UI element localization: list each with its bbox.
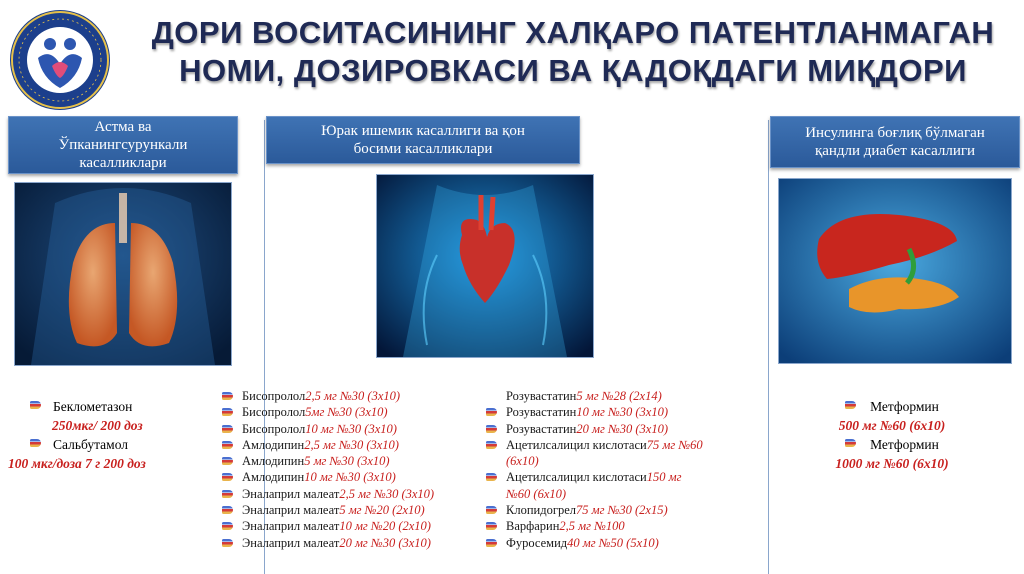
drug-name: Розувастатин [506,389,577,403]
bullet-icon [222,392,233,400]
drug-name: Амлодипин [242,454,305,469]
bullet-icon [30,401,41,409]
drug-name: Варфарин [506,519,560,534]
list-item [222,469,434,485]
drug-dose: 100 мкг/доза 7 г 200 доз [8,456,146,471]
drug-dose: 150 мг [646,470,682,485]
drug-dose: 5мг №30 (3х10) [305,405,388,420]
list-item [486,453,758,469]
drug-name: Розувастатин [506,405,577,420]
bullet-icon [486,425,497,433]
divider-line [768,120,769,574]
drug-dose: 2,5 мг №30 (3х10) [339,486,435,501]
list-item [222,502,434,518]
drug-dose: 10 мг №30 (3х10) [304,470,396,485]
drug-name: Эналаприл малеат [242,535,340,550]
title-line-2: НОМИ, ДОЗИРОВКАСИ ВА ҚАДОҚДАГИ МИҚДОРИ [179,53,967,88]
drug-dose: 5 мг №30 (3х10) [304,454,390,469]
bullet-icon [486,506,497,514]
asthma-drug-list [8,397,216,473]
asthma-header-line-1: Астма ва [94,119,152,135]
drug-dose: 10 мг №30 (3х10) [576,405,668,420]
list-item [222,388,434,404]
drug-dose: 2,5 мг №100 [559,519,625,534]
drug-name: Эналаприл малеат [242,519,340,534]
bullet-icon [845,401,856,409]
drug-dose: 5 мг №28 (2х14) [576,389,662,403]
bullet-icon [222,457,233,465]
drug-dose: 2,5 мг №30 (3х10) [304,437,399,452]
drug-dose: 75 мг №60 [646,437,703,452]
bullet-icon [222,506,233,514]
diabetes-header-line-1: Инсулинга боғлиқ бўлмаган [805,125,985,141]
liver-image [778,178,1012,364]
drug-dose: 1000 мг №60 (6х10) [835,456,949,471]
drug-dose: 20 мг №30 (3х10) [576,421,668,436]
diabetes-header-line-2: қандли диабет касаллиги [814,143,976,159]
list-item [486,437,758,453]
heart-drug-list-right [486,388,758,551]
drug-dose: №60 (6х10) [506,486,567,501]
bullet-icon [222,408,233,416]
list-item [486,486,758,502]
bullet-icon [486,408,497,416]
bullet-icon [486,539,497,547]
ministry-logo [8,8,112,112]
drug-dose: (6х10) [506,454,539,469]
drug-dose: 75 мг №30 (2х15) [575,503,668,518]
bullet-icon [486,522,497,530]
heart-header [266,116,580,164]
list-item [486,535,758,551]
drug-name: Клопидогрел [506,503,576,518]
drug-name: Розувастатин [506,421,577,436]
drug-dose: 250мкг/ 200 доз [52,418,143,433]
drug-name: Метформин [870,399,939,414]
lungs-image [14,182,232,366]
drug-dose: 10 мг №20 (2х10) [339,519,431,534]
bullet-icon [30,439,41,447]
bullet-icon [486,473,497,481]
list-item [800,397,984,416]
list-item [30,435,216,454]
bullet-icon [845,439,856,447]
asthma-header-line-3: касалликлари [79,155,167,171]
drug-name: Бисопролол [242,405,306,420]
asthma-header-line-2: Ўпканингсурункали [58,137,188,153]
drug-dose: 2,5 мг №30 (3х10) [305,389,401,403]
heart-header-line-1: Юрак ишемик касаллиги ва қон [321,123,525,139]
list-item [222,421,434,437]
drug-dose: 20 мг №30 (3х10) [339,535,431,550]
drug-name: Амлодипин [242,437,305,452]
drug-dose: 500 мг №60 (6х10) [838,418,946,433]
bullet-icon [222,441,233,449]
heart-image [376,174,594,358]
asthma-header [8,116,238,174]
drug-name: Ацетилсалицил кислотаси [506,437,647,452]
drug-name: Ацетилсалицил кислотаси [506,470,647,485]
drug-name: Сальбутамол [53,437,129,452]
bullet-icon [222,425,233,433]
drug-dose: 5 мг №20 (2х10) [339,503,425,518]
list-item [222,437,434,453]
list-item [30,397,216,416]
list-item [800,435,984,454]
bullet-icon [222,539,233,547]
page-title [128,14,1018,90]
diabetes-drug-list [800,397,984,473]
heart-drug-list-left [222,388,434,551]
list-item [222,486,434,502]
drug-name: Бисопролол [242,389,306,403]
drug-name: Эналаприл малеат [242,486,340,501]
bullet-icon [486,441,497,449]
drug-name: Бисопролол [242,421,306,436]
drug-name: Беклометазон [53,399,133,414]
list-item [486,388,758,404]
bullet-icon [222,473,233,481]
drug-dose: 40 мг №50 (5х10) [567,535,659,550]
list-item [222,404,434,420]
list-item [222,518,434,534]
diabetes-header [770,116,1020,168]
list-item [486,469,758,485]
list-item [222,535,434,551]
bullet-icon [222,522,233,530]
heart-header-line-2: босими касалликлари [353,141,493,157]
title-line-1: ДОРИ ВОСИТАСИНИНГ ХАЛҚАРО ПАТЕНТЛАНМАГАН [151,15,995,50]
list-item [486,404,758,420]
drug-name: Амлодипин [242,470,305,485]
list-item [486,502,758,518]
drug-dose: 10 мг №30 (3х10) [305,421,397,436]
list-item [486,518,758,534]
list-item [486,421,758,437]
drug-name: Фуросемид [506,535,568,550]
drug-name: Эналаприл малеат [242,503,340,518]
bullet-icon [222,490,233,498]
drug-name: Метформин [870,437,939,452]
list-item [222,453,434,469]
